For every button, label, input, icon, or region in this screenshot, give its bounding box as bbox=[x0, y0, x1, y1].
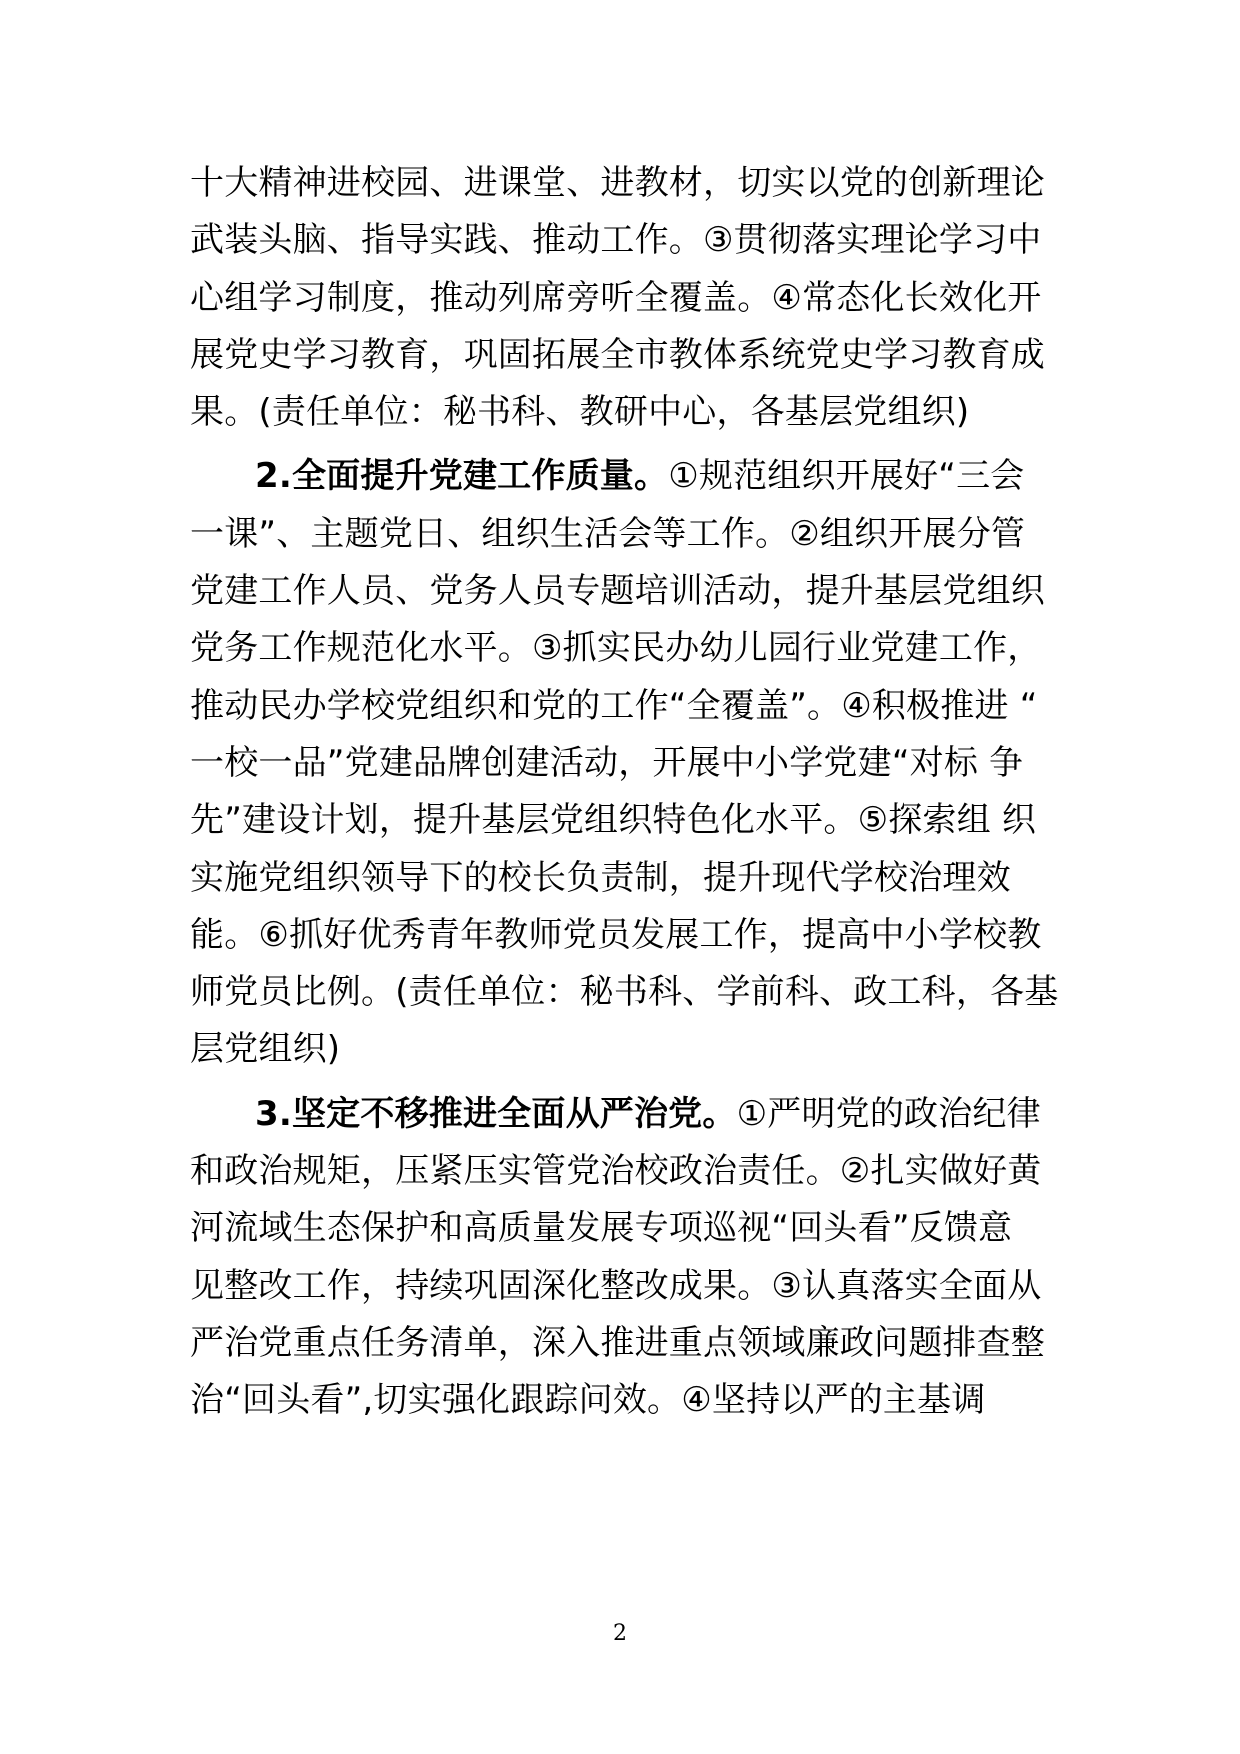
text-line: 果。(责任单位：秘书科、教研中心，各基层党组织) bbox=[190, 392, 970, 433]
paragraph-first-line bbox=[190, 448, 1070, 505]
text-line: 和政治规矩，压紧压实管党治校政治责任。②扎实做好黄 bbox=[190, 1151, 1042, 1192]
paragraph-heading: 3.坚定不移推进全面从严治党。 bbox=[255, 1093, 737, 1134]
paragraph-first-line-text: ①规范组织开展好“三会 bbox=[668, 456, 1025, 497]
text-line: 武装头脑、指导实践、推动工作。③贯彻落实理论学习中 bbox=[190, 220, 1042, 261]
body-text bbox=[190, 155, 1070, 1430]
text-line: 师党员比例。(责任单位：秘书科、学前科、政工科，各基 bbox=[190, 972, 1059, 1013]
text-line: 一校一品”党建品牌创建活动，开展中小学党建“对标 争 bbox=[190, 742, 1024, 783]
paragraph-heading: 2.全面提升党建工作质量。 bbox=[255, 456, 669, 497]
text-line: 党建工作人员、党务人员专题培训活动，提升基层党组织 bbox=[190, 571, 1045, 612]
text-line: 推动民办学校党组织和党的工作“全覆盖”。④积极推进 “ bbox=[190, 685, 1038, 726]
text-line: 治“回头看”,切实强化跟踪问效。④坚持以严的主基调 bbox=[190, 1380, 986, 1421]
text-line: 十大精神进校园、进课堂、进教材，切实以党的创新理论 bbox=[190, 163, 1045, 203]
text-line: 心组学习制度，推动列席旁听全覆盖。④常态化长效化开 bbox=[190, 277, 1042, 318]
text-line: 先”建设计划，提升基层党组织特色化水平。⑤探索组 织 bbox=[190, 800, 1037, 841]
text-line: 见整改工作，持续巩固深化整改成果。③认真落实全面从 bbox=[190, 1265, 1042, 1306]
text-line: 实施党组织领导下的校长负责制，提升现代学校治理效 bbox=[190, 857, 1011, 898]
text-line: 严治党重点任务清单，深入推进重点领域廉政问题排查整 bbox=[190, 1322, 1045, 1363]
paragraph-first-line bbox=[190, 1086, 1070, 1143]
text-line: 党务工作规范化水平。③抓实民办幼儿园行业党建工作， bbox=[190, 628, 1042, 669]
text-line: 河流域生态保护和高质量发展专项巡视“回头看”反馈意 bbox=[190, 1208, 1013, 1249]
text-line: 一课”、主题党日、组织生活会等工作。②组织开展分管 bbox=[190, 513, 1026, 554]
text-line: 能。⑥抓好优秀青年教师党员发展工作，提高中小学校教 bbox=[190, 914, 1042, 955]
text-line: 层党组织) bbox=[190, 1029, 341, 1070]
text-line: 展党史学习教育，巩固拓展全市教体系统党史学习教育成 bbox=[190, 334, 1045, 375]
page-number: 2 bbox=[613, 1621, 627, 1646]
paragraph-first-line-text: ①严明党的政治纪律 bbox=[736, 1093, 1041, 1134]
